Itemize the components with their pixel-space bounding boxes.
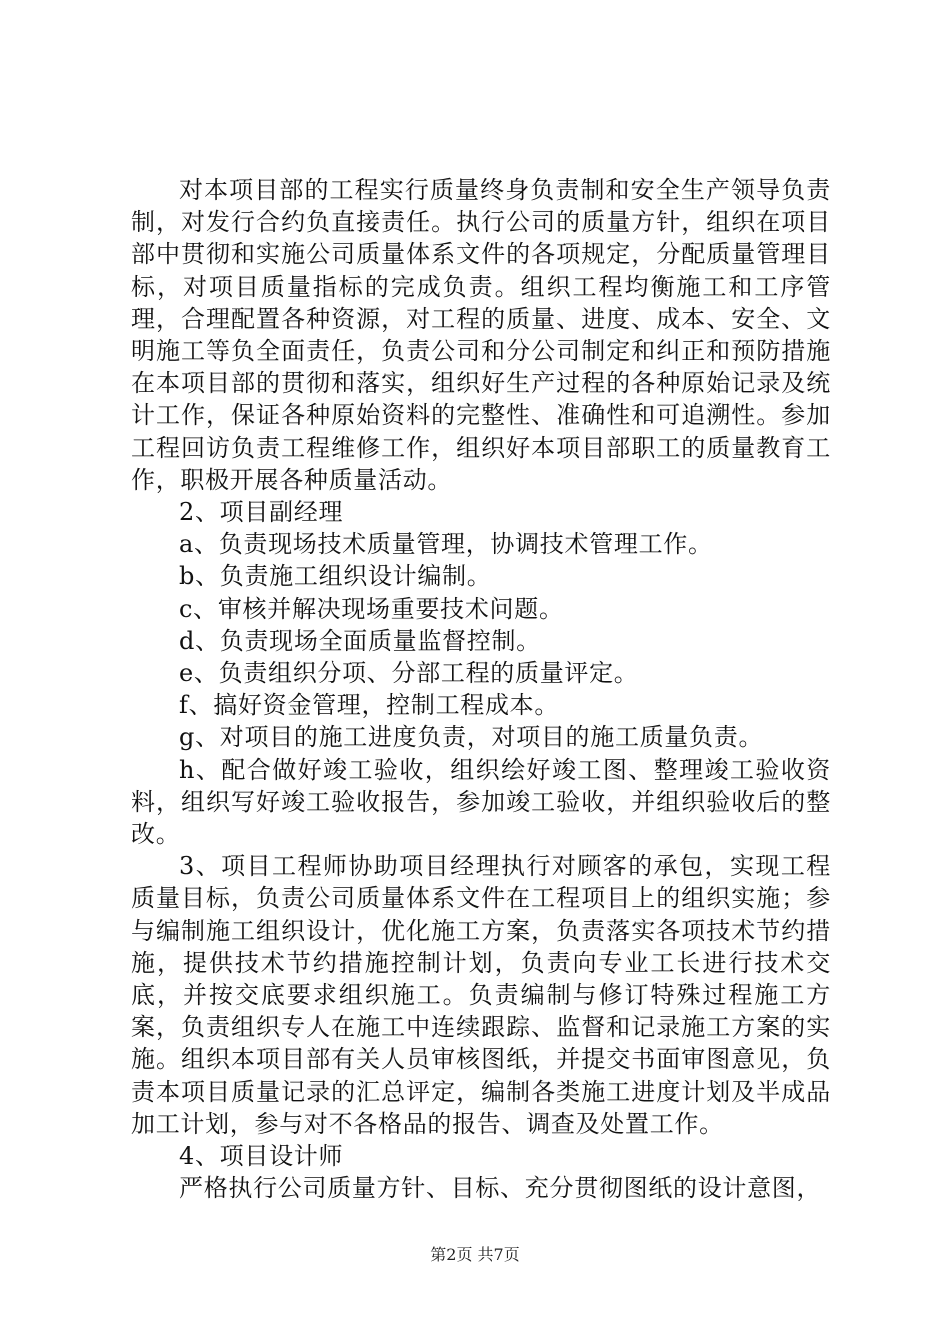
list-item-a: a、负责现场技术质量管理，协调技术管理工作。 <box>179 530 713 559</box>
paragraph-project-engineer: 3、项目工程师协助项目经理执行对顾客的承包，实现工程质量目标，负责公司质量体系文件在工程项目上的组织实施；参与编制施工组织设计，优化施工方案，负责落实各项技术节约措施，提供技术节约措施控制计划，负责向专业工长进行技术交底，并按交底要求组织施工。负责编制与修订特殊过程施工方案，负责组织专人在施工中连续跟踪、监督和记录施工方案的实施。组织本项目部有关人员审核图纸，并提交书面审图意见，负责本项目质量记录的汇总评定，编制各类施工进度计划及半成品加工计划，参与对不各格品的报告、调查及处置工作。 <box>131 852 831 1138</box>
list-item-d: d、负责现场全面质量监督控制。 <box>179 626 541 655</box>
heading-project-designer: 4、项目设计师 <box>179 1142 344 1171</box>
list-item-c: c、审核并解决现场重要技术问题。 <box>179 594 564 623</box>
page-footer: 第2页 共7页 <box>430 1245 520 1264</box>
document-body <box>131 174 831 1205</box>
list-item-h: h、配合做好竣工验收，组织绘好竣工图、整理竣工验收资料，组织写好竣工验收报告，参加竣工验收，并组织验收后的整改。 <box>131 755 831 849</box>
list-item-f: f、搞好资金管理，控制工程成本。 <box>179 691 560 720</box>
heading-deputy-manager: 2、项目副经理 <box>179 498 344 527</box>
list-item-g: g、对项目的施工进度负责，对项目的施工质量负责。 <box>179 723 764 752</box>
list-item-e: e、负责组织分项、分部工程的质量评定。 <box>179 659 639 688</box>
list-item-b: b、负责施工组织设计编制。 <box>179 562 492 591</box>
paragraph-project-manager-duties: 对本项目部的工程实行质量终身负责制和安全生产领导负责制，对发行合约负直接责任。执行公司的质量方针，组织在项目部中贯彻和实施公司质量体系文件的各项规定，分配质量管理目标，对项目质量指标的完成负责。组织工程均衡施工和工序管理，合理配置各种资源，对工程的质量、进度、成本、安全、文明施工等负全面责任，负责公司和分公司制定和纠正和预防措施在本项目部的贯彻和落实，组织好生产过程的各种原始记录及统计工作，保证各种原始资料的完整性、准确性和可追溯性。参加工程回访负责工程维修工作，组织好本项目部职工的质量教育工作，职极开展各种质量活动。 <box>131 176 831 494</box>
paragraph-project-designer: 严格执行公司质量方针、目标、充分贯彻图纸的设计意图， <box>179 1174 822 1203</box>
